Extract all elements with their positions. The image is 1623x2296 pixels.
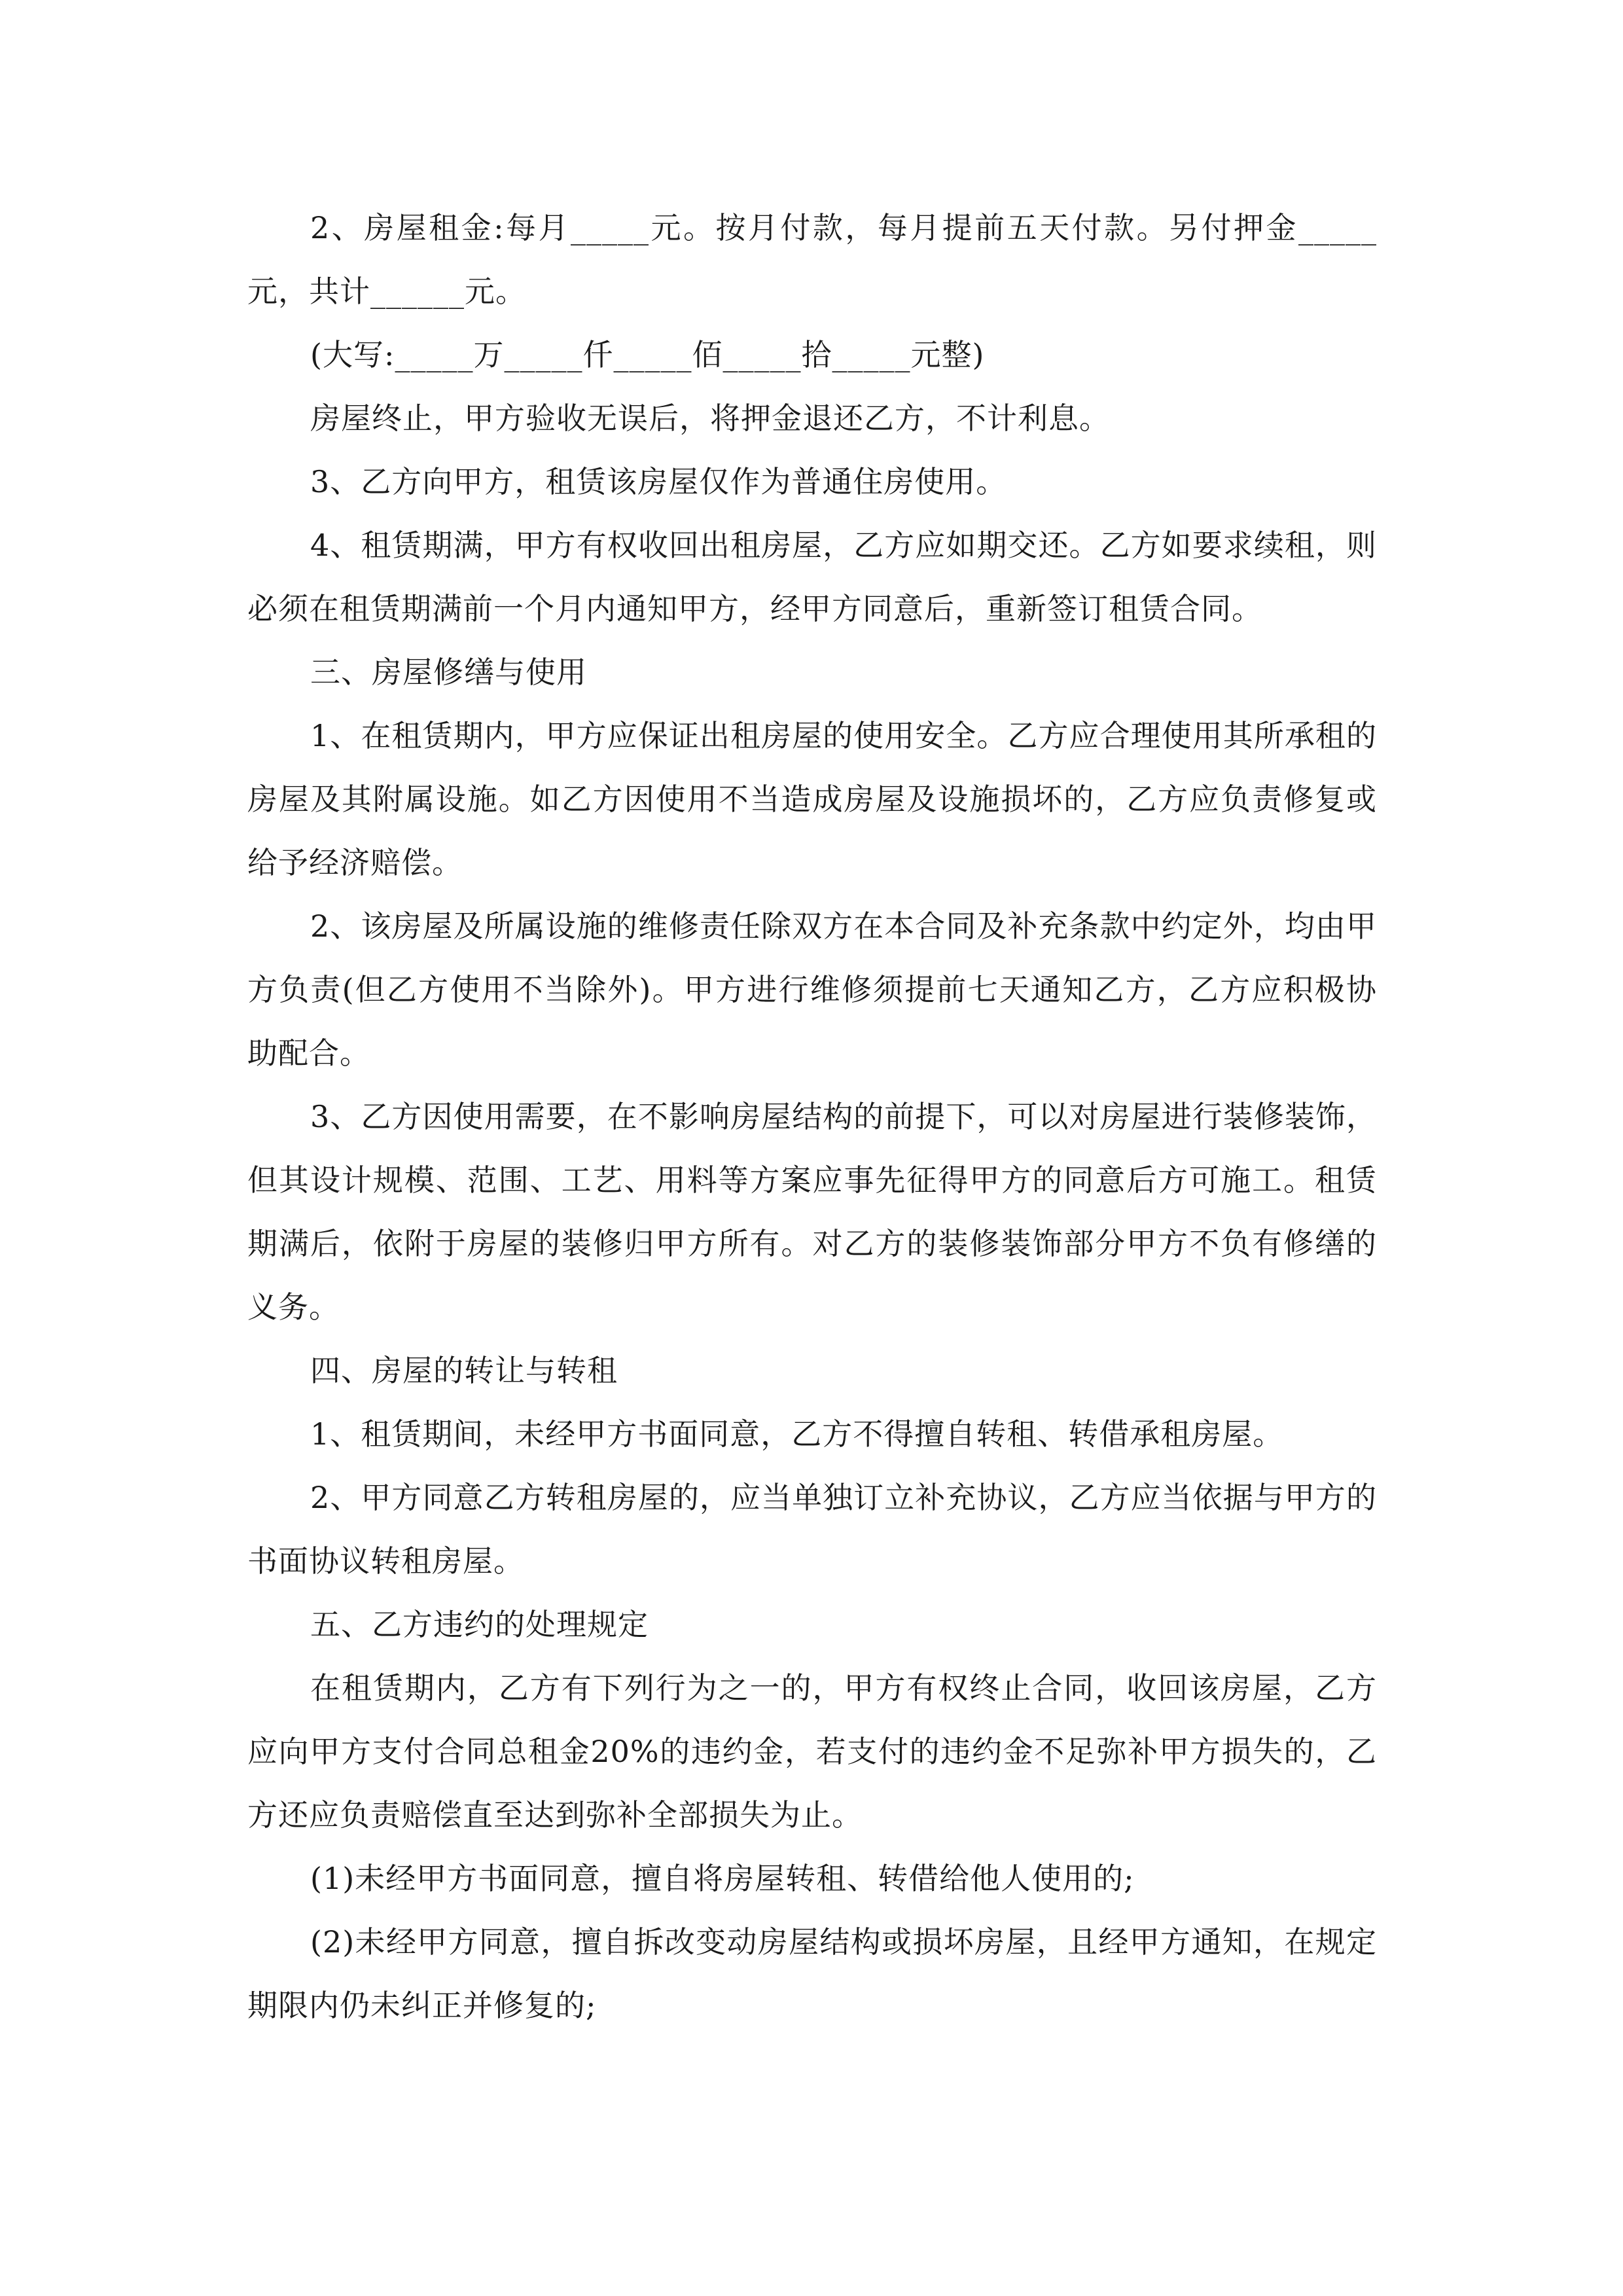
section-heading-repair: 三、房屋修缮与使用 — [310, 655, 587, 690]
clause-breach-item-2: (2)未经甲方同意，擅自拆改变动房屋结构或损坏房屋，且经甲方通知，在规定期限内仍未纠正并修复的; — [247, 1924, 1377, 2023]
clause-transfer-2: 2、甲方同意乙方转租房屋的，应当单独订立补充协议，乙方应当依据与甲方的书面协议转租房屋。 — [247, 1480, 1377, 1579]
clause-transfer-1: 1、租赁期间，未经甲方书面同意，乙方不得擅自转租、转借承租房屋。 — [310, 1416, 1284, 1452]
clause-breach-intro: 在租赁期内，乙方有下列行为之一的，甲方有权终止合同，收回该房屋，乙方应向甲方支付合同总租金20%的违约金，若支付的违约金不足弥补甲方损失的，乙方还应负责赔偿直至达到弥补全部损失为止。 — [247, 1670, 1377, 1833]
document-page — [247, 196, 1377, 2037]
section-heading-breach: 五、乙方违约的处理规定 — [310, 1607, 649, 1642]
clause-repair-3: 3、乙方因使用需要，在不影响房屋结构的前提下，可以对房屋进行装修装饰，但其设计规模、范围、工艺、用料等方案应事先征得甲方的同意后方可施工。租赁期满后，依附于房屋的装修归甲方所有。对乙方的装修装饰部分甲方不负有修缮的义务。 — [247, 1099, 1377, 1325]
clause-lease-expiry: 4、租赁期满，甲方有权收回出租房屋，乙方应如期交还。乙方如要求续租，则必须在租赁期满前一个月内通知甲方，经甲方同意后，重新签订租赁合同。 — [247, 528, 1377, 626]
clause-repair-1: 1、在租赁期内，甲方应保证出租房屋的使用安全。乙方应合理使用其所承租的房屋及其附属设施。如乙方因使用不当造成房屋及设施损坏的，乙方应负责修复或给予经济赔偿。 — [247, 718, 1377, 880]
section-heading-transfer: 四、房屋的转让与转租 — [310, 1353, 618, 1388]
clause-rent: 2、房屋租金:每月_____元。按月付款，每月提前五天付款。另付押金_____元，共计______元。 — [247, 210, 1377, 309]
clause-usage: 3、乙方向甲方，租赁该房屋仅作为普通住房使用。 — [310, 464, 1007, 499]
clause-deposit-return: 房屋终止，甲方验收无误后，将押金退还乙方，不计利息。 — [310, 401, 1110, 436]
clause-rent-capitalized: (大写:_____万_____仟_____佰_____拾_____元整) — [310, 337, 985, 372]
clause-breach-item-1: (1)未经甲方书面同意，擅自将房屋转租、转借给他人使用的; — [310, 1861, 1135, 1896]
clause-repair-2: 2、该房屋及所属设施的维修责任除双方在本合同及补充条款中约定外，均由甲方负责(但乙方使用不当除外)。甲方进行维修须提前七天通知乙方，乙方应积极协助配合。 — [247, 908, 1377, 1071]
